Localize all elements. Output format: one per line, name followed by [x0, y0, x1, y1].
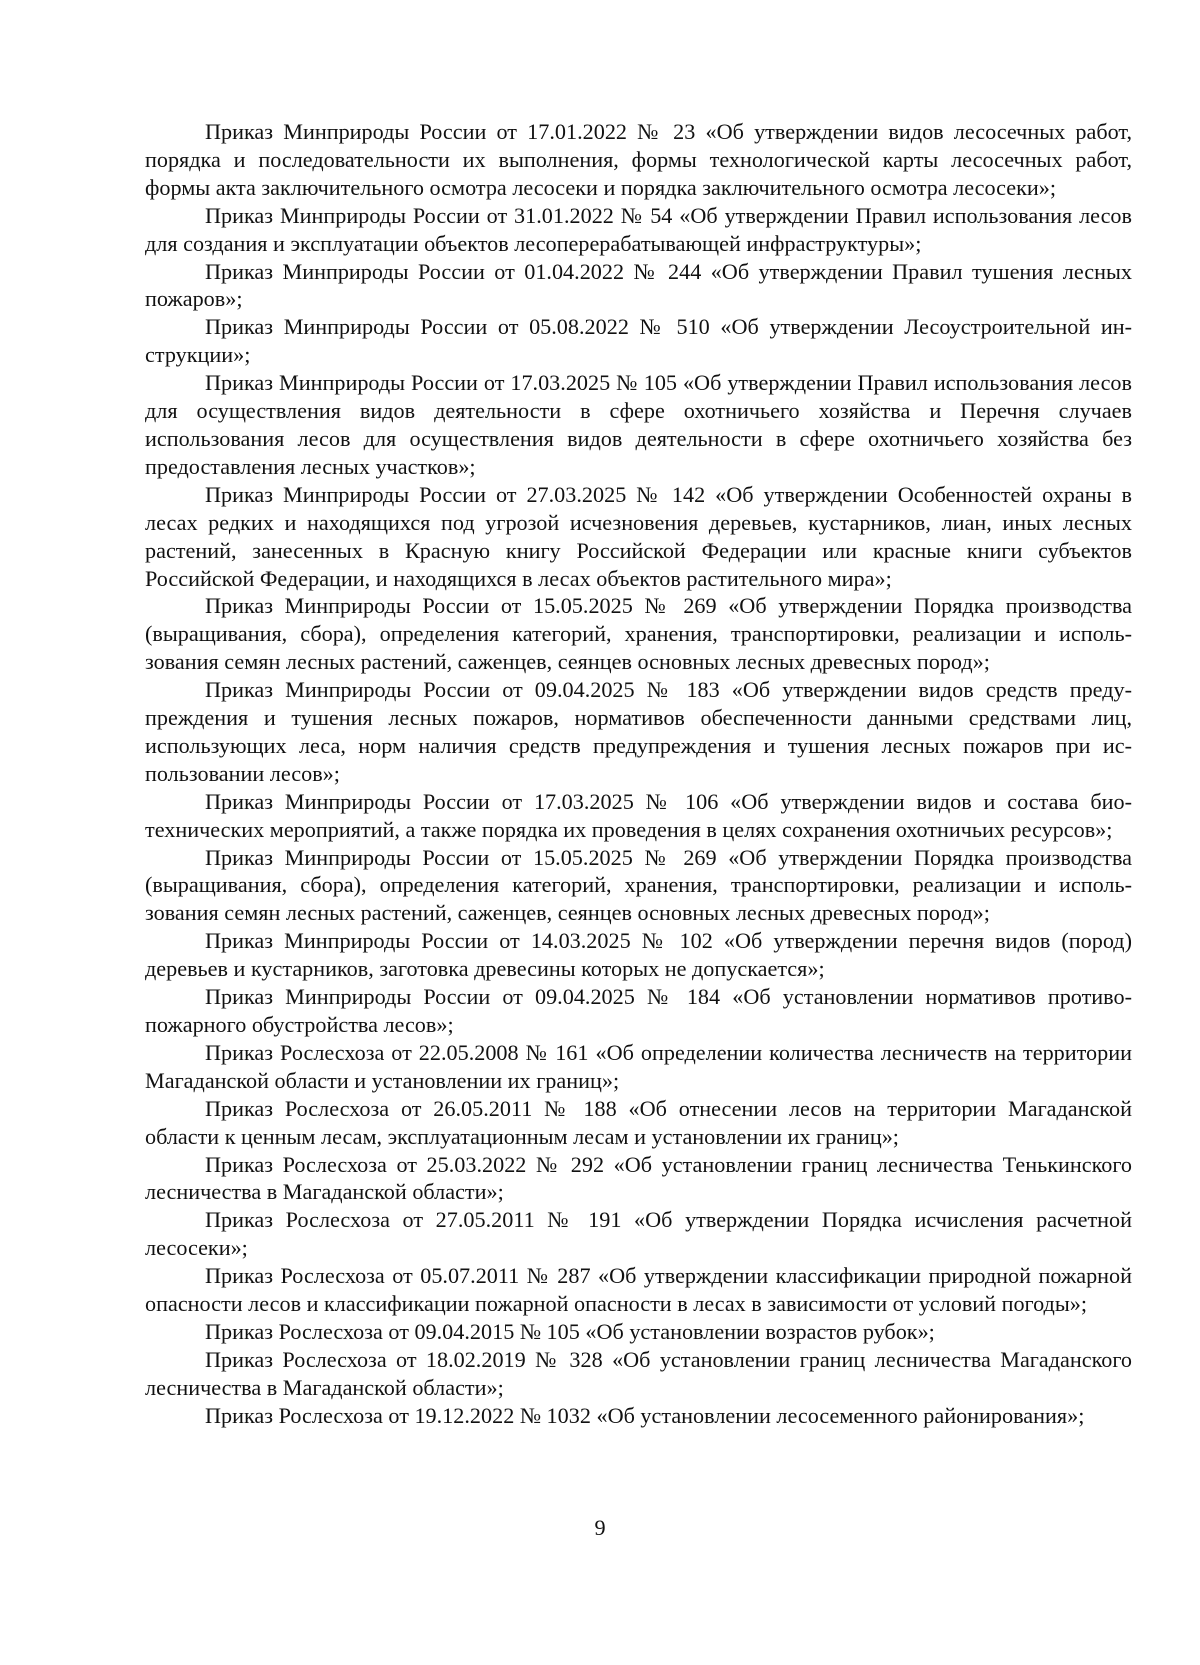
paragraph-6: Приказ Минприроды России от 27.03.2025 № 142 «Об утверждении Особенностей охраны в лесах редких и находящихся под угрозой исчезновения деревьев, кустарников, лиан, иных лесных растений, занесенных в Красную книгу Российской Федерации или красные книги субъектов Российской Федерации, и находящихся в лесах объектов растительного мира»; — [145, 481, 1132, 591]
paragraph-14: Приказ Рослесхоза от 26.05.2011 № 188 «Об отнесении лесов на территории Магаданской области к ценным лесам, эксплуатационным лесам и установлении их границ»; — [145, 1095, 1132, 1149]
paragraph-5: Приказ Минприроды России от 17.03.2025 № 105 «Об утверждении Правил использования лесов для осуществления видов деятельности в сфере охотничьего хозяйства и Перечня случаев использования лесов для осуществления видов деятельности в сфере охотничьего хозяйства без предоставления лесных участков»; — [145, 370, 1132, 479]
paragraph-12: Приказ Минприроды России от 09.04.2025 № 184 «Об установлении нормативов противопожарного обустройства лесов»; — [145, 984, 1132, 1037]
paragraph-1: Приказ Минприроды России от 17.01.2022 № 23 «Об утверждении видов лесосечных работ, порядка и последовательности их выполнения, формы технологической карты лесосечных работ, формы акта заключительного осмотра лесосеки и порядка заключительного осмотра лесосеки»; — [145, 119, 1132, 200]
paragraph-18: Приказ Рослесхоза от 09.04.2015 № 105 «Об установлении возрастов рубок»; — [205, 1318, 935, 1344]
paragraph-20: Приказ Рослесхоза от 19.12.2022 № 1032 «Об установлении лесосеменного районирования»; — [205, 1402, 1085, 1428]
paragraph-19: Приказ Рослесхоза от 18.02.2019 № 328 «Об установлении границ лесничества Магаданского лесничества в Магаданской области»; — [145, 1346, 1132, 1400]
paragraph-9: Приказ Минприроды России от 17.03.2025 № 106 «Об утверждении видов и состава биотехнических мероприятий, а также порядка их проведения в целях сохранения охотничьих ресурсов»; — [145, 788, 1132, 842]
paragraph-7: Приказ Минприроды России от 15.05.2025 № 269 «Об утверждении Порядка производства (выращивания, сбора), определения категорий, хранения, транспортировки, реализации и использования семян лесных растений, саженцев, сеянцев основных лесных древесных пород»; — [145, 593, 1132, 675]
paragraph-15: Приказ Рослесхоза от 25.03.2022 № 292 «Об установлении границ лесничества Тенькинского лесничества в Магаданской области»; — [145, 1151, 1132, 1205]
paragraph-13: Приказ Рослесхоза от 22.05.2008 № 161 «Об определении количества лесничеств на территории Магаданской области и установлении их границ»; — [145, 1039, 1132, 1093]
page-number: 9 — [594, 1515, 606, 1540]
paragraph-8: Приказ Минприроды России от 09.04.2025 № 183 «Об утверждении видов средств предупреждения и тушения лесных пожаров, нормативов обеспеченности данными средствами лиц, использующих леса, норм наличия средств предупреждения и тушения лесных пожаров при использовании лесов»; — [145, 677, 1132, 786]
paragraph-11: Приказ Минприроды России от 14.03.2025 № 102 «Об утверждении перечня видов (пород) деревьев и кустарников, заготовка древесины которых не допускается»; — [145, 928, 1132, 982]
paragraph-4: Приказ Минприроды России от 05.08.2022 № 510 «Об утверждении Лесоустроительной инструкции»; — [145, 314, 1132, 368]
paragraph-16: Приказ Рослесхоза от 27.05.2011 № 191 «Об утверждении Порядка исчисления расчетной лесосеки»; — [145, 1207, 1132, 1261]
paragraph-2: Приказ Минприроды России от 31.01.2022 № 54 «Об утверждении Правил использования лесов для создания и эксплуатации объектов лесоперерабатывающей инфраструктуры»; — [145, 202, 1132, 256]
paragraph-3: Приказ Минприроды России от 01.04.2022 № 244 «Об утверждении Правил тушения лесных пожаров»; — [145, 258, 1132, 312]
document-body — [145, 118, 1132, 1430]
paragraph-10: Приказ Минприроды России от 15.05.2025 № 269 «Об утверждении Порядка производства (выращивания, сбора), определения категорий, хранения, транспортировки, реализации и использования семян лесных растений, саженцев, сеянцев основных лесных древесных пород»; — [145, 844, 1132, 926]
paragraph-17: Приказ Рослесхоза от 05.07.2011 № 287 «Об утверждении классификации природной пожарной опасности лесов и классификации пожарной опасности в лесах в зависимости от условий погоды»; — [145, 1263, 1132, 1317]
